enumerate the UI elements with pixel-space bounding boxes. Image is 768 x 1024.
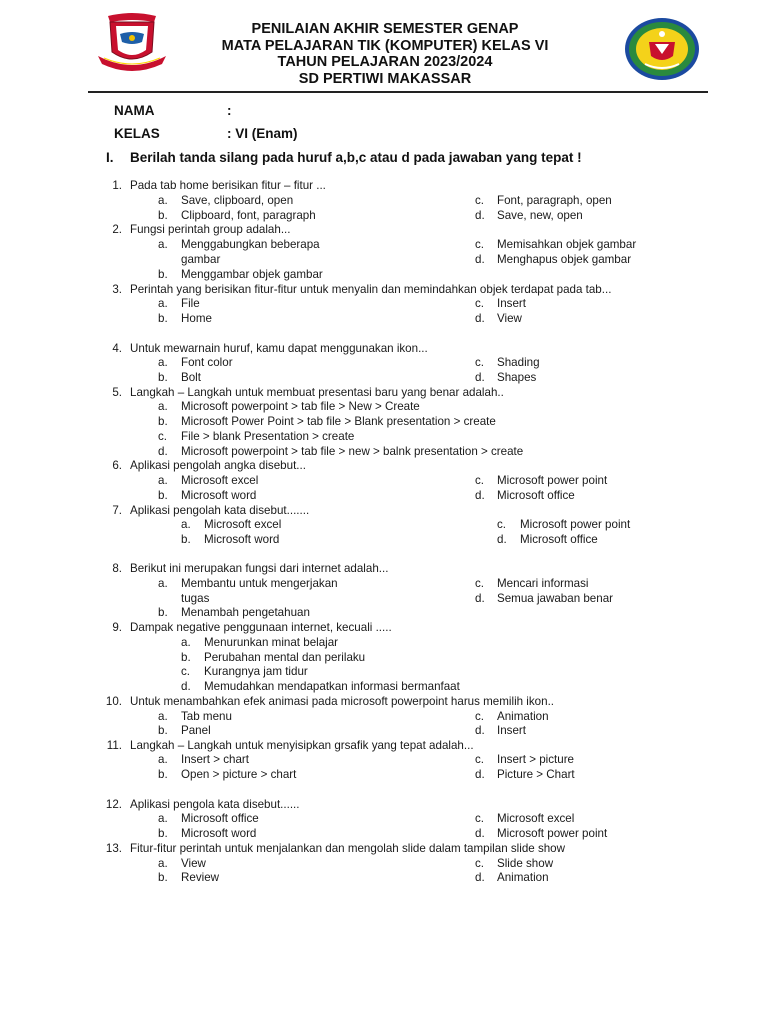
option-b-text: Home — [181, 312, 212, 325]
option-c-text: File > blank Presentation > create — [181, 430, 355, 443]
section-instruction — [106, 150, 582, 165]
exam-header — [150, 21, 620, 87]
question-number: 12. — [105, 798, 122, 811]
question-number: 8. — [112, 562, 122, 575]
option-letter-a: a. — [181, 636, 191, 649]
option-c-text: Microsoft excel — [497, 812, 575, 825]
header-title-line: TAHUN PELAJARAN 2023/2024 — [277, 54, 493, 70]
option-a-text-continued: tugas — [181, 592, 210, 605]
option-d-text: Shapes — [497, 371, 537, 384]
option-d-text: Microsoft power point — [497, 827, 608, 840]
option-a-text: Menurunkan minat belajar — [204, 636, 339, 649]
question-text: Untuk menambahkan efek animasi pada microsoft powerpoint harus memilih ikon.. — [130, 695, 555, 708]
header-title-line: MATA PELAJARAN TIK (KOMPUTER) KELAS VI — [221, 37, 549, 54]
option-d-text: Animation — [497, 871, 549, 884]
option-d-text: Memudahkan mendapatkan informasi bermanfaat — [204, 680, 460, 693]
option-c-text: Microsoft power point — [497, 474, 608, 487]
header-divider — [88, 91, 708, 93]
option-letter-b: b. — [158, 415, 168, 428]
option-letter-a: a. — [158, 857, 168, 870]
option-letter-d: d. — [158, 445, 168, 458]
question-number: 9. — [112, 621, 122, 634]
question-number: 1. — [112, 179, 122, 192]
option-d-text: Semua jawaban benar — [497, 592, 614, 605]
option-b-text: Panel — [181, 724, 211, 737]
option-letter-b: b. — [158, 371, 168, 384]
option-letter-c: c. — [475, 474, 485, 487]
question-number: 10. — [105, 695, 122, 708]
option-letter-a: a. — [158, 812, 168, 825]
option-b-text: Open > picture > chart — [181, 768, 297, 781]
option-b-text: Bolt — [181, 371, 201, 384]
option-letter-d: d. — [475, 768, 485, 781]
option-letter-c: c. — [475, 710, 485, 723]
question-text: Pada tab home berisikan fitur – fitur ... — [130, 179, 326, 192]
option-c-text: Font, paragraph, open — [497, 194, 612, 207]
option-letter-a: a. — [158, 577, 168, 590]
option-letter-c: c. — [475, 194, 485, 207]
option-letter-d: d. — [475, 371, 485, 384]
option-c-text: Slide show — [497, 857, 554, 870]
option-letter-c: c. — [497, 518, 507, 531]
question-text: Aplikasi pengolah kata disebut....... — [130, 504, 310, 517]
option-a-text: Save, clipboard, open — [181, 194, 294, 207]
question-number: 7. — [112, 504, 122, 517]
option-d-text: View — [497, 312, 522, 325]
option-a-text: Menggabungkan beberapa — [181, 238, 320, 251]
option-c-text: Animation — [497, 710, 549, 723]
option-letter-c: c. — [475, 356, 485, 369]
question-number: 5. — [112, 386, 122, 399]
option-a-text: Insert > chart — [181, 753, 249, 766]
option-letter-b: b. — [158, 871, 168, 884]
option-letter-b: b. — [158, 827, 168, 840]
option-letter-a: a. — [158, 194, 168, 207]
option-letter-d: d. — [475, 871, 485, 884]
class-label: KELAS — [114, 126, 160, 141]
option-a-text: Microsoft office — [181, 812, 259, 825]
question-number: 4. — [112, 342, 122, 355]
option-letter-b: b. — [158, 268, 168, 281]
question-text: Aplikasi pengolah angka disebut... — [130, 459, 306, 472]
question-text: Fitur-fitur perintah untuk menjalankan dan mengolah slide dalam tampilan slide show — [130, 842, 566, 855]
option-letter-a: a. — [181, 518, 191, 531]
option-a-text: Font color — [181, 356, 233, 369]
option-letter-d: d. — [475, 724, 485, 737]
option-letter-c: c. — [475, 857, 485, 870]
option-a-text: Microsoft excel — [181, 474, 259, 487]
option-letter-b: b. — [181, 651, 191, 664]
option-letter-c: c. — [475, 577, 485, 590]
option-c-text: Kurangnya jam tidur — [204, 665, 308, 678]
option-letter-d: d. — [475, 209, 485, 222]
question-text: Untuk mewarnain huruf, kamu dapat menggunakan ikon... — [130, 342, 428, 355]
option-letter-d: d. — [475, 312, 485, 325]
option-d-text: Save, new, open — [497, 209, 583, 222]
name-separator: : — [227, 103, 232, 118]
option-letter-b: b. — [158, 489, 168, 502]
option-letter-a: a. — [158, 474, 168, 487]
option-d-text: Menghapus objek gambar — [497, 253, 632, 266]
name-label: NAMA — [114, 103, 155, 118]
option-a-text: File — [181, 297, 200, 310]
option-b-text: Menambah pengetahuan — [181, 606, 310, 619]
option-letter-c: c. — [475, 238, 485, 251]
section-number: I. — [106, 150, 114, 165]
option-letter-a: a. — [158, 238, 168, 251]
question-number: 2. — [112, 223, 122, 236]
section-instruction-text: Berilah tanda silang pada huruf a,b,c atau d pada jawaban yang tepat ! — [130, 150, 582, 165]
option-d-text: Picture > Chart — [497, 768, 575, 781]
option-a-text: Membantu untuk mengerjakan — [181, 577, 338, 590]
option-b-text: Microsoft word — [181, 827, 257, 840]
school-emblem-icon — [623, 16, 701, 82]
header-title-line: PENILAIAN AKHIR SEMESTER GENAP — [251, 21, 519, 37]
option-c-text: Insert — [497, 297, 526, 310]
option-letter-c: c. — [475, 812, 485, 825]
option-b-text: Microsoft word — [181, 489, 257, 502]
option-b-text: Perubahan mental dan perilaku — [204, 651, 366, 664]
option-c-text: Microsoft power point — [520, 518, 631, 531]
question-number: 6. — [112, 459, 122, 472]
option-letter-d: d. — [475, 827, 485, 840]
question-text: Aplikasi pengola kata disebut...... — [130, 798, 300, 811]
option-a-text: Microsoft powerpoint > tab file > New > Create — [181, 400, 420, 413]
question-text: Dampak negative penggunaan internet, kecuali ..... — [130, 621, 392, 634]
option-letter-b: b. — [158, 209, 168, 222]
question-text: Langkah – Langkah untuk membuat presentasi baru yang benar adalah.. — [130, 386, 504, 399]
option-letter-a: a. — [158, 356, 168, 369]
option-letter-a: a. — [158, 400, 168, 413]
option-a-text: View — [181, 857, 206, 870]
question-number: 13. — [105, 842, 122, 855]
option-d-text: Microsoft powerpoint > tab file > new > balnk presentation > create — [181, 445, 524, 458]
option-letter-b: b. — [181, 533, 191, 546]
option-c-text: Shading — [497, 356, 540, 369]
option-letter-c: c. — [158, 430, 168, 443]
option-c-text: Memisahkan objek gambar — [497, 238, 637, 251]
class-value: : VI (Enam) — [227, 126, 298, 141]
option-letter-a: a. — [158, 753, 168, 766]
option-c-text: Insert > picture — [497, 753, 575, 766]
option-letter-d: d. — [497, 533, 507, 546]
question-text: Perintah yang berisikan fitur-fitur untuk menyalin dan memindahkan objek terdapat pada tab... — [130, 283, 612, 296]
option-c-text: Mencari informasi — [497, 577, 589, 590]
option-d-text: Insert — [497, 724, 526, 737]
option-letter-d: d. — [475, 489, 485, 502]
option-b-text: Review — [181, 871, 220, 884]
option-a-text: Tab menu — [181, 710, 232, 723]
question-number: 3. — [112, 283, 122, 296]
option-letter-b: b. — [158, 312, 168, 325]
option-letter-b: b. — [158, 606, 168, 619]
header-title-line: SD PERTIWI MAKASSAR — [298, 70, 472, 87]
option-letter-a: a. — [158, 710, 168, 723]
option-letter-d: d. — [475, 592, 485, 605]
option-b-text: Microsoft Power Point > tab file > Blank presentation > create — [181, 415, 496, 428]
question-text: Langkah – Langkah untuk menyisipkan grsafik yang tepat adalah... — [130, 739, 474, 752]
option-b-text: Menggambar objek gambar — [181, 268, 323, 281]
option-letter-a: a. — [158, 297, 168, 310]
option-b-text: Microsoft word — [204, 533, 280, 546]
option-d-text: Microsoft office — [520, 533, 598, 546]
question-number: 11. — [106, 739, 122, 752]
option-letter-d: d. — [181, 680, 191, 693]
option-a-text: Microsoft excel — [204, 518, 282, 531]
option-letter-b: b. — [158, 724, 168, 737]
question-text: Berikut ini merupakan fungsi dari internet adalah... — [130, 562, 389, 575]
option-letter-d: d. — [475, 253, 485, 266]
option-letter-b: b. — [158, 768, 168, 781]
option-b-text: Clipboard, font, paragraph — [181, 209, 316, 222]
option-letter-c: c. — [475, 753, 485, 766]
option-letter-c: c. — [475, 297, 485, 310]
option-a-text-continued: gambar — [181, 253, 221, 266]
option-d-text: Microsoft office — [497, 489, 575, 502]
question-text: Fungsi perintah group adalah... — [130, 223, 291, 236]
option-letter-c: c. — [181, 665, 191, 678]
